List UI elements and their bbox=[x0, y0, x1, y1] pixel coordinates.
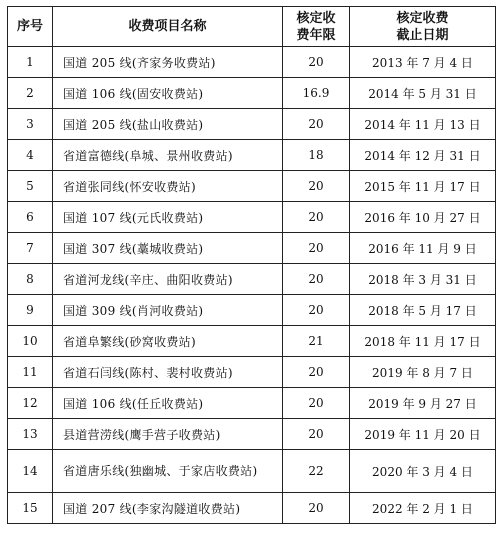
row-date: 2016 年 11 月 9 日 bbox=[350, 233, 496, 264]
row-name: 县道营涝线(鹰手营子收费站) bbox=[53, 419, 283, 450]
table-row bbox=[8, 202, 496, 233]
row-date: 2018 年 11 月 17 日 bbox=[350, 326, 496, 357]
table-row bbox=[8, 140, 496, 171]
row-years: 20 bbox=[283, 295, 350, 326]
row-years: 20 bbox=[283, 109, 350, 140]
table-header-row bbox=[8, 7, 496, 47]
row-date: 2018 年 3 月 31 日 bbox=[350, 264, 496, 295]
header-date-line1: 核定收费 bbox=[396, 10, 449, 26]
header-index bbox=[8, 7, 53, 47]
table-row bbox=[8, 171, 496, 202]
row-name: 国道 307 线(藁城收费站) bbox=[53, 233, 283, 264]
header-years-line1: 核定收 bbox=[296, 10, 336, 26]
row-index: 10 bbox=[8, 326, 53, 357]
row-date: 2015 年 11 月 17 日 bbox=[350, 171, 496, 202]
table-row bbox=[8, 78, 496, 109]
table-row bbox=[8, 109, 496, 140]
header-date-line2: 截止日期 bbox=[396, 27, 449, 43]
toll-station-table bbox=[7, 6, 496, 524]
row-years: 20 bbox=[283, 233, 350, 264]
row-date: 2018 年 5 月 17 日 bbox=[350, 295, 496, 326]
row-name: 国道 207 线(李家沟隧道收费站) bbox=[53, 493, 283, 524]
row-index: 13 bbox=[8, 419, 53, 450]
header-index-label: 序号 bbox=[16, 19, 43, 34]
header-years bbox=[283, 7, 350, 47]
row-name: 省道河龙线(辛庄、曲阳收费站) bbox=[53, 264, 283, 295]
table-row bbox=[8, 295, 496, 326]
table-row bbox=[8, 233, 496, 264]
row-index: 2 bbox=[8, 78, 53, 109]
row-years: 20 bbox=[283, 202, 350, 233]
table-row bbox=[8, 264, 496, 295]
row-name: 省道唐乐线(独幽城、于家店收费站) bbox=[53, 450, 283, 493]
row-index: 1 bbox=[8, 47, 53, 78]
row-name: 国道 205 线(盐山收费站) bbox=[53, 109, 283, 140]
row-index: 14 bbox=[8, 450, 53, 493]
header-date bbox=[350, 7, 496, 47]
row-index: 7 bbox=[8, 233, 53, 264]
row-index: 11 bbox=[8, 357, 53, 388]
row-years: 20 bbox=[283, 357, 350, 388]
row-years: 22 bbox=[283, 450, 350, 493]
row-years: 20 bbox=[283, 419, 350, 450]
row-name: 省道石闫线(陈村、裴村收费站) bbox=[53, 357, 283, 388]
row-years: 20 bbox=[283, 171, 350, 202]
table-row bbox=[8, 357, 496, 388]
row-name: 省道张同线(怀安收费站) bbox=[53, 171, 283, 202]
row-name: 国道 106 线(任丘收费站) bbox=[53, 388, 283, 419]
row-name: 国道 309 线(肖河收费站) bbox=[53, 295, 283, 326]
table-row bbox=[8, 493, 496, 524]
row-years: 20 bbox=[283, 264, 350, 295]
row-years: 18 bbox=[283, 140, 350, 171]
row-date: 2014 年 11 月 13 日 bbox=[350, 109, 496, 140]
row-name: 国道 106 线(固安收费站) bbox=[53, 78, 283, 109]
table-row bbox=[8, 388, 496, 419]
row-name: 国道 107 线(元氏收费站) bbox=[53, 202, 283, 233]
header-name-label: 收费项目名称 bbox=[128, 19, 207, 34]
row-date: 2014 年 5 月 31 日 bbox=[350, 78, 496, 109]
row-name: 省道阜繁线(砂窝收费站) bbox=[53, 326, 283, 357]
row-index: 9 bbox=[8, 295, 53, 326]
row-index: 15 bbox=[8, 493, 53, 524]
row-name: 国道 205 线(齐家务收费站) bbox=[53, 47, 283, 78]
header-name bbox=[53, 7, 283, 47]
row-years: 20 bbox=[283, 47, 350, 78]
row-date: 2019 年 9 月 27 日 bbox=[350, 388, 496, 419]
header-years-line2: 费年限 bbox=[296, 27, 336, 43]
row-years: 21 bbox=[283, 326, 350, 357]
row-index: 6 bbox=[8, 202, 53, 233]
row-name: 省道富德线(阜城、景州收费站) bbox=[53, 140, 283, 171]
row-date: 2013 年 7 月 4 日 bbox=[350, 47, 496, 78]
row-index: 8 bbox=[8, 264, 53, 295]
row-date: 2016 年 10 月 27 日 bbox=[350, 202, 496, 233]
table-row bbox=[8, 419, 496, 450]
row-date: 2019 年 11 月 20 日 bbox=[350, 419, 496, 450]
row-index: 4 bbox=[8, 140, 53, 171]
row-index: 12 bbox=[8, 388, 53, 419]
table-row bbox=[8, 47, 496, 78]
row-date: 2014 年 12 月 31 日 bbox=[350, 140, 496, 171]
row-years: 16.9 bbox=[283, 78, 350, 109]
row-index: 3 bbox=[8, 109, 53, 140]
row-date: 2020 年 3 月 4 日 bbox=[350, 450, 496, 493]
row-years: 20 bbox=[283, 388, 350, 419]
row-index: 5 bbox=[8, 171, 53, 202]
row-date: 2019 年 8 月 7 日 bbox=[350, 357, 496, 388]
row-date: 2022 年 2 月 1 日 bbox=[350, 493, 496, 524]
table-row bbox=[8, 450, 496, 493]
table-row bbox=[8, 326, 496, 357]
row-years: 20 bbox=[283, 493, 350, 524]
